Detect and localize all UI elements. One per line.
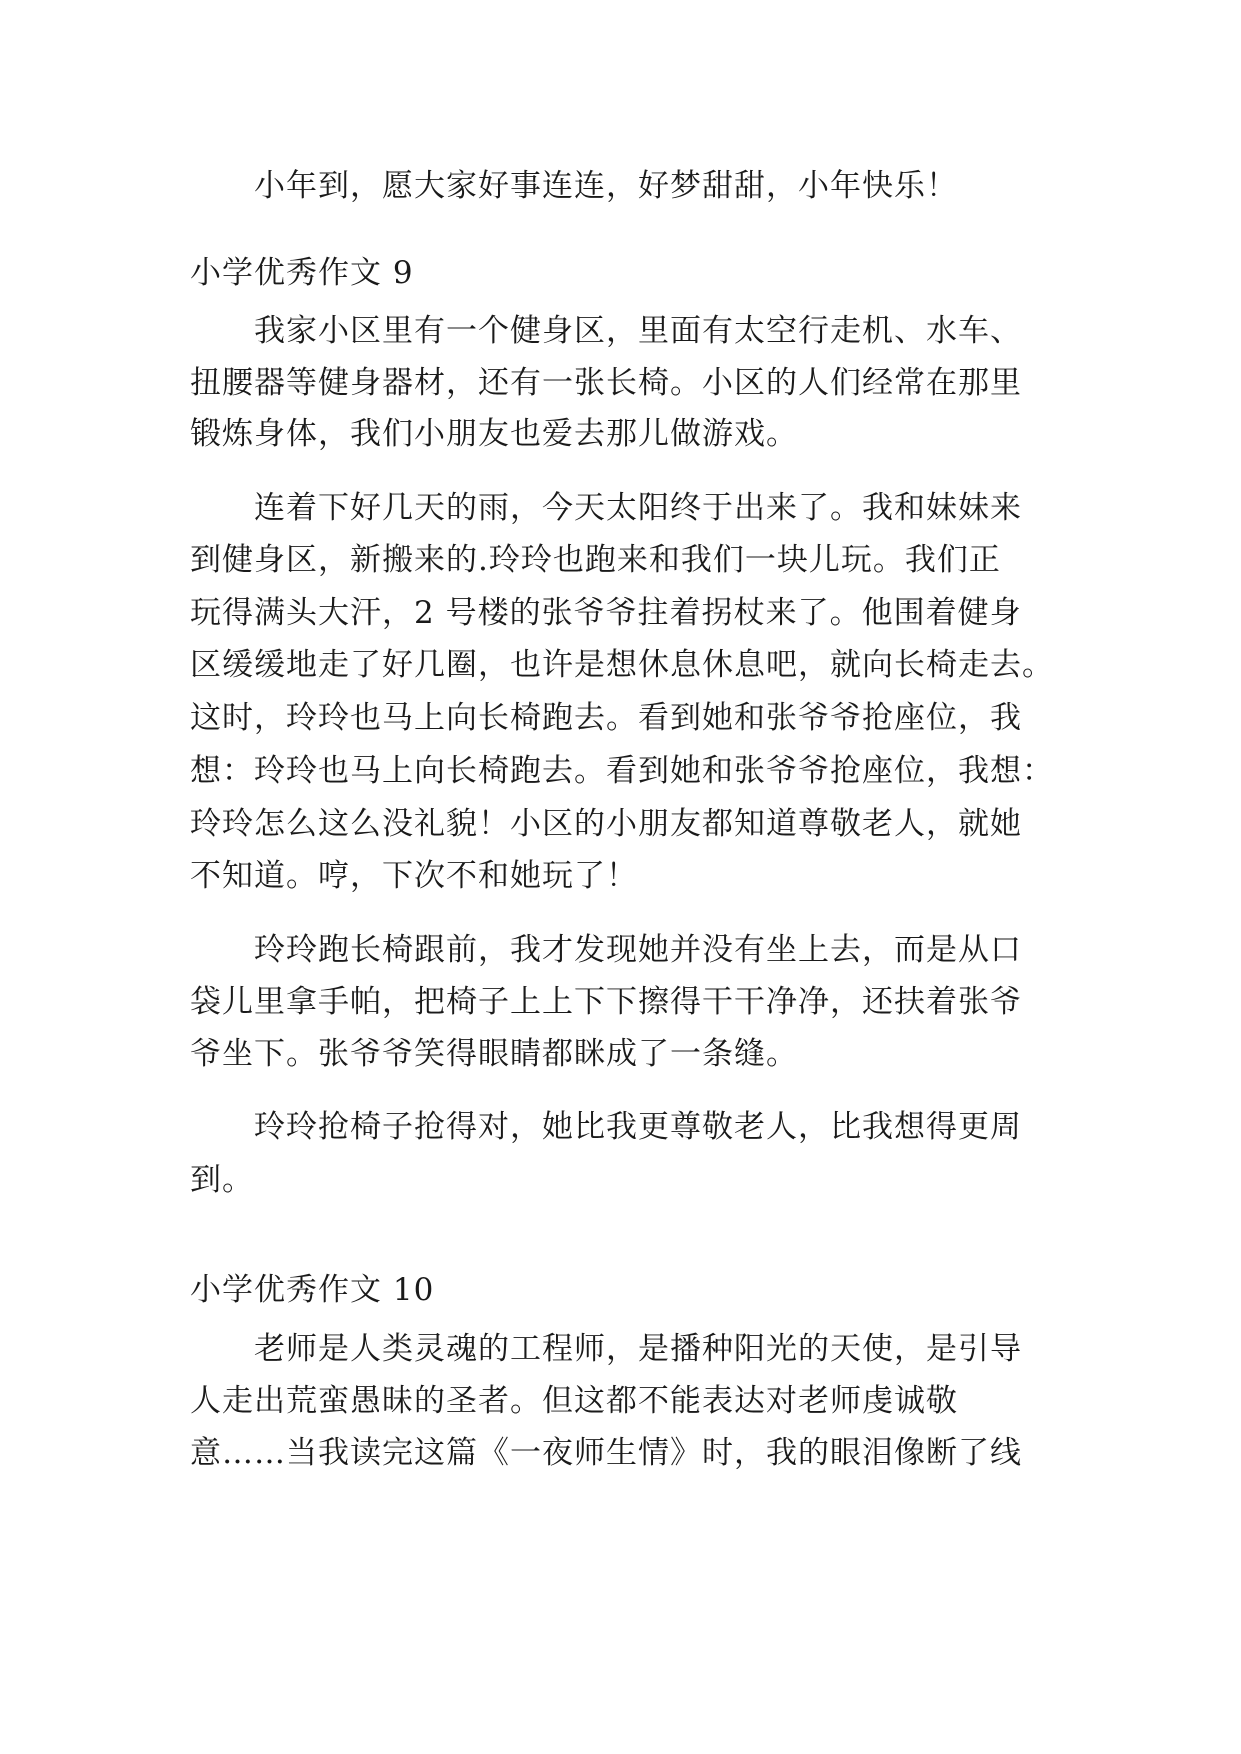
- intro-line: 小年到，愿大家好事连连，好梦甜甜，小年快乐！: [254, 168, 958, 204]
- paragraph-line: 区缓缓地走了好几圈，也许是想休息休息吧，就向长椅走去。: [190, 647, 1054, 683]
- paragraph-line: 连着下好几天的雨，今天太阳终于出来了。我和妹妹来: [254, 490, 1022, 526]
- paragraph-line: 这时，玲玲也马上向长椅跑去。看到她和张爷爷抢座位，我: [190, 700, 1022, 736]
- section-10-heading: 小学优秀作文 10: [190, 1272, 435, 1308]
- paragraph-line: 到。: [190, 1162, 254, 1198]
- paragraph-line: 玲玲跑长椅跟前，我才发现她并没有坐上去，而是从口: [254, 932, 1022, 968]
- paragraph-line: 扭腰器等健身器材，还有一张长椅。小区的人们经常在那里: [190, 365, 1022, 401]
- paragraph-line: 锻炼身体，我们小朋友也爱去那儿做游戏。: [190, 416, 798, 452]
- paragraph-line: 人走出荒蛮愚昧的圣者。但这都不能表达对老师虔诚敬: [190, 1383, 958, 1419]
- paragraph-line: 玲玲抢椅子抢得对，她比我更尊敬老人，比我想得更周: [254, 1109, 1022, 1145]
- paragraph-line: 不知道。哼，下次不和她玩了！: [190, 858, 638, 894]
- paragraph-line: 玲玲怎么这么没礼貌！小区的小朋友都知道尊敬老人，就她: [190, 806, 1022, 842]
- paragraph-line: 到健身区，新搬来的.玲玲也跑来和我们一块儿玩。我们正: [190, 542, 1001, 578]
- paragraph-line: 我家小区里有一个健身区，里面有太空行走机、水车、: [254, 313, 1022, 349]
- paragraph-line: 玩得满头大汗，2 号楼的张爷爷拄着拐杖来了。他围着健身: [190, 595, 1022, 631]
- paragraph-line: 袋儿里拿手帕，把椅子上上下下擦得干干净净，还扶着张爷: [190, 984, 1022, 1020]
- paragraph-line: 想：玲玲也马上向长椅跑去。看到她和张爷爷抢座位，我想：: [190, 753, 1054, 789]
- paragraph-line: 爷坐下。张爷爷笑得眼睛都眯成了一条缝。: [190, 1036, 798, 1072]
- paragraph-line: 意……当我读完这篇《一夜师生情》时，我的眼泪像断了线: [190, 1435, 1022, 1471]
- section-9-heading: 小学优秀作文 9: [190, 255, 414, 291]
- paragraph-line: 老师是人类灵魂的工程师，是播种阳光的天使，是引导: [254, 1331, 1022, 1367]
